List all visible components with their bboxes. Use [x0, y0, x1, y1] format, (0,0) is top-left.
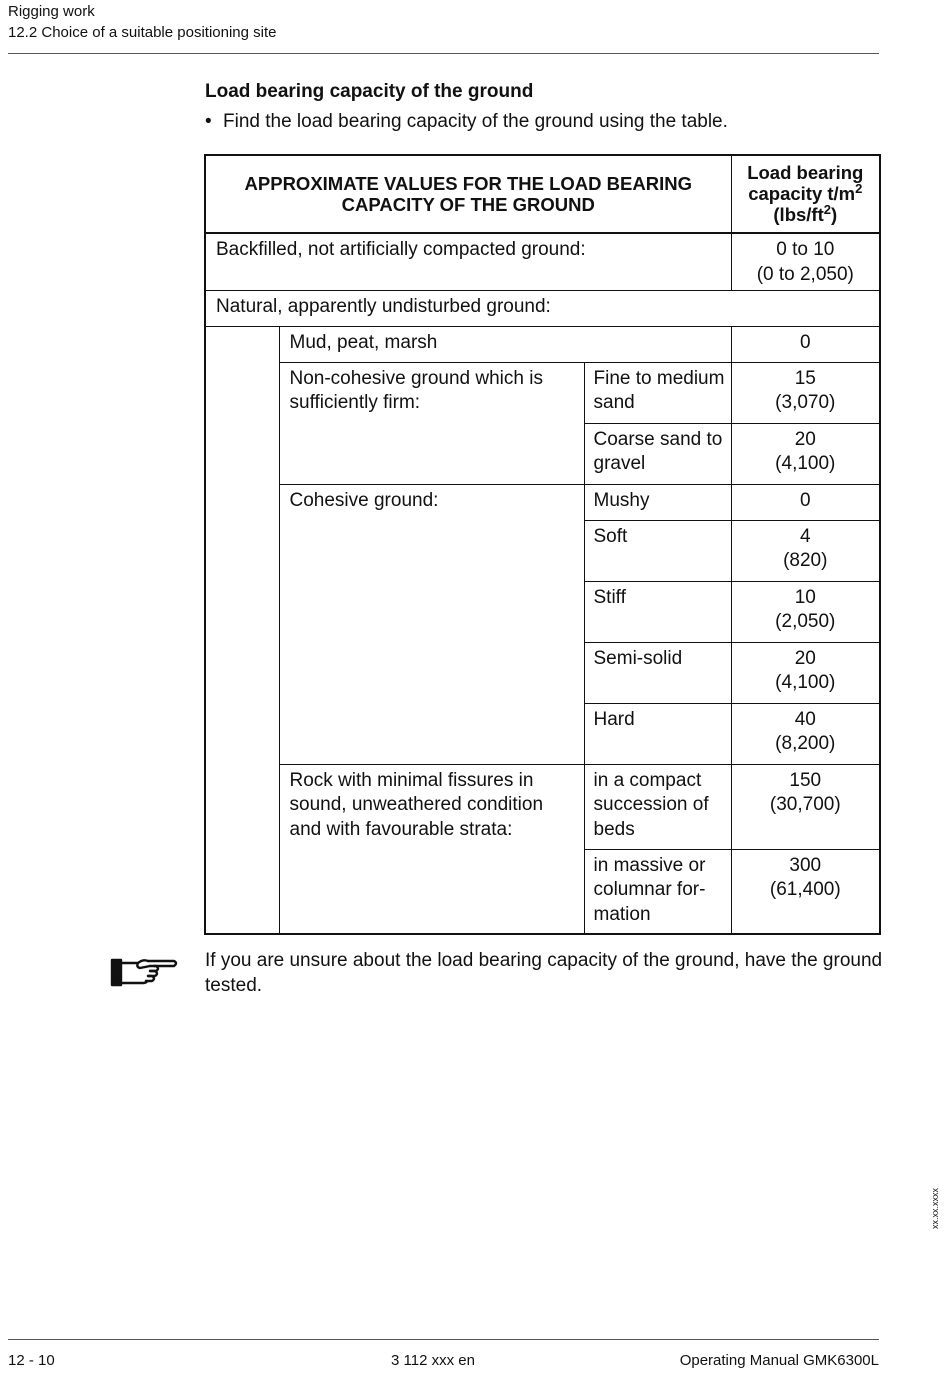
note-text: If you are unsure about the load bearing capacity of the ground, have the ground tested. [205, 950, 883, 996]
cohesive-value-3: 20 [794, 647, 816, 669]
doc-number: 3 112 xxx en [391, 1352, 475, 1369]
cohesive-type-0: Mushy [584, 484, 731, 520]
noncohesive-value-1: 20 [794, 428, 816, 450]
rock-value-0: 150 [789, 769, 822, 791]
rock-label: Rock with minimal fissures in sound, unweathered condition and with favourable strata: [279, 764, 584, 934]
mud-label: Mud, peat, marsh [279, 326, 731, 362]
cohesive-value-cell-2 [731, 581, 880, 642]
mud-value: 0 [731, 326, 880, 362]
rock-value-cell-0 [731, 764, 880, 849]
load-capacity-table [204, 154, 881, 935]
rock-type-1: in massive or columnar for-mation [584, 849, 731, 934]
cohesive-type-3: Semi-solid [584, 642, 731, 703]
cohesive-value-4: 40 [794, 708, 816, 730]
cohesive-value-cell-3 [731, 642, 880, 703]
cohesive-type-4: Hard [584, 703, 731, 764]
rock-value-imperial-1: (61,400) [769, 879, 841, 900]
noncohesive-value-imperial-0: (3,070) [775, 392, 836, 413]
cohesive-value-cell-4 [731, 703, 880, 764]
noncohesive-label: Non-cohesive ground which is sufficiently firm: [279, 362, 584, 484]
page-title: Load bearing capacity of the ground [205, 81, 534, 102]
rock-type-0: in a compact succession of beds [584, 764, 731, 849]
rock-value-1: 300 [789, 854, 822, 876]
cohesive-value-1: 4 [799, 525, 811, 547]
page-number: 12 - 10 [8, 1352, 55, 1369]
instruction-text: Find the load bearing capacity of the ground using the table. [223, 111, 728, 132]
chapter-title: Rigging work [8, 3, 95, 20]
cohesive-value-0: 0 [731, 484, 880, 520]
table-header-value [731, 155, 880, 233]
side-code: xx.xx.xxxx [930, 1188, 940, 1230]
noncohesive-type-1: Coarse sand to gravel [584, 423, 731, 484]
header-val-line-1: Load bearing [747, 162, 864, 183]
rock-value-cell-1 [731, 849, 880, 934]
manual-title: Operating Manual GMK6300L [679, 1352, 879, 1369]
rock-value-imperial-0: (30,700) [769, 794, 841, 815]
bullet-dot: • [205, 111, 212, 132]
cohesive-value-imperial-4: (8,200) [775, 733, 836, 754]
cohesive-value-cell-1 [731, 520, 880, 581]
backfilled-value-imperial: (0 to 2,050) [756, 263, 854, 285]
header-main-line-2: CAPACITY OF THE GROUND [341, 194, 595, 215]
header-main-line-1: APPROXIMATE VALUES FOR THE LOAD BEARING [244, 173, 692, 194]
backfilled-label: Backfilled, not artificially compacted ground: [205, 233, 731, 290]
header-val-sup-1: 2 [855, 180, 863, 196]
header-val-sup-2: 2 [823, 201, 831, 217]
cohesive-label: Cohesive ground: [279, 484, 584, 764]
indent-spacer [205, 326, 279, 934]
header-val-line-2: capacity t/m [748, 183, 856, 204]
section-title-header: 12.2 Choice of a suitable positioning site [8, 24, 277, 41]
noncohesive-value-imperial-1: (4,100) [775, 453, 836, 474]
header-val-line-3a: (lbs/ft [773, 204, 824, 225]
pointing-hand-icon [110, 953, 180, 993]
cohesive-value-imperial-1: (820) [783, 550, 828, 571]
backfilled-value-cell [731, 233, 880, 290]
noncohesive-value-0: 15 [794, 367, 816, 389]
header-val-line-3b: ) [830, 204, 838, 225]
footer-rule [8, 1339, 879, 1340]
backfilled-value: 0 to 10 [776, 239, 835, 260]
instruction-bullet [205, 110, 728, 134]
cohesive-type-1: Soft [584, 520, 731, 581]
cohesive-value-2: 10 [794, 586, 816, 608]
cohesive-value-imperial-3: (4,100) [775, 672, 836, 693]
noncohesive-type-0: Fine to medium sand [584, 362, 731, 423]
table-header-main [205, 155, 731, 233]
noncohesive-value-cell-1 [731, 423, 880, 484]
cohesive-value-imperial-2: (2,050) [775, 611, 836, 632]
natural-ground-label: Natural, apparently undisturbed ground: [205, 290, 880, 326]
cohesive-type-2: Stiff [584, 581, 731, 642]
noncohesive-value-cell-0 [731, 362, 880, 423]
header-rule [8, 53, 879, 54]
